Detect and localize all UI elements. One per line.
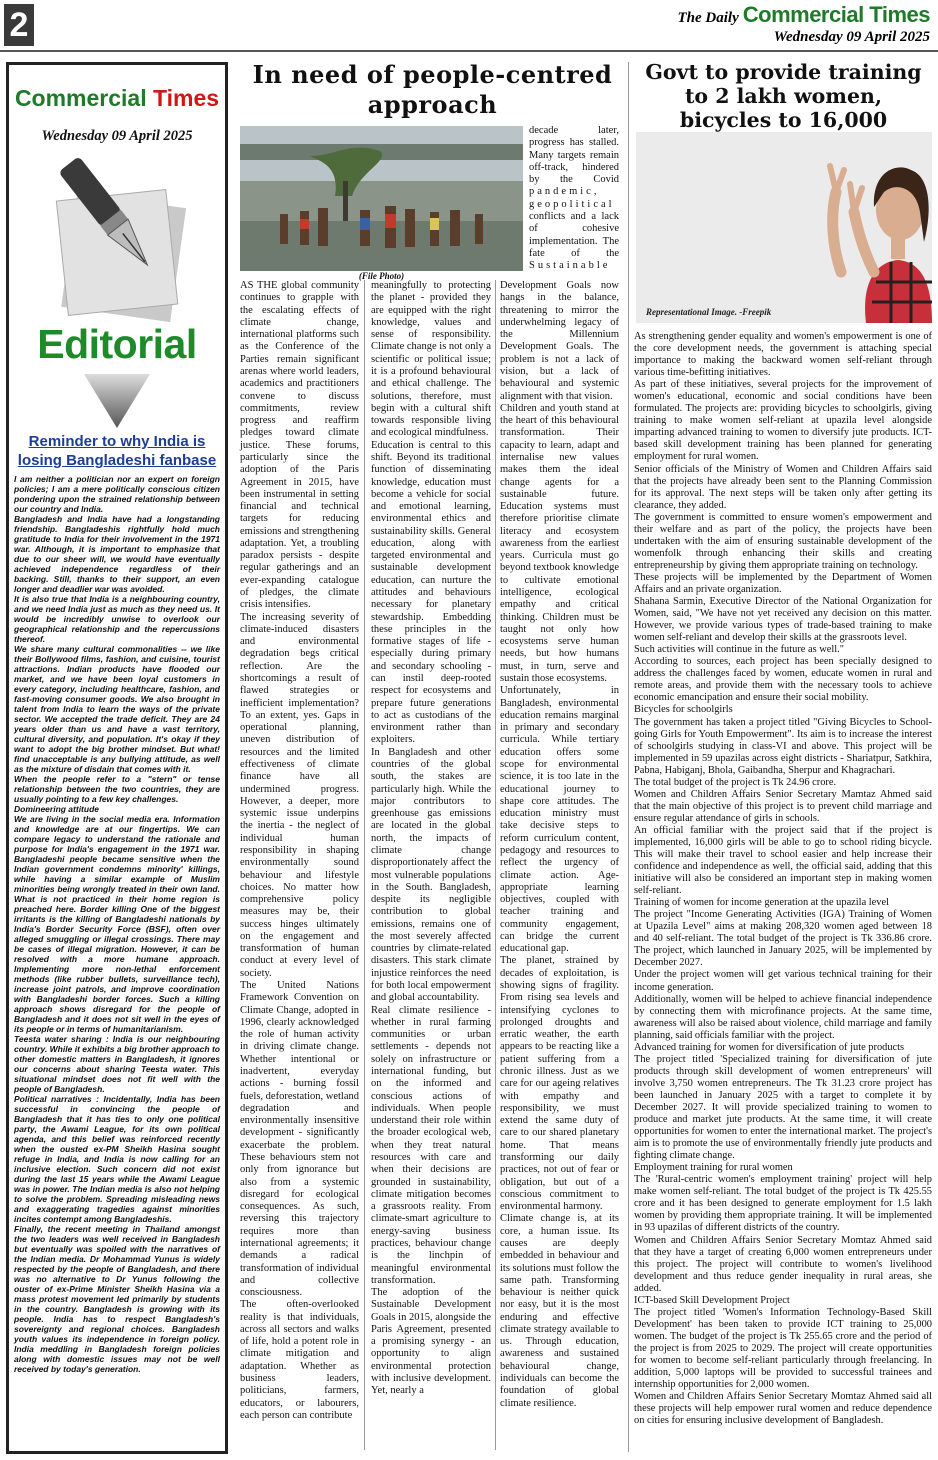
pen-icon: [14, 155, 220, 335]
article-paragraph: The project titled 'Women's Information Technology-Based Skill Development' has been taken to provide ICT training to 25,000 women. The budget of the project is Tk 255.65 crore and the period of the project is from 2025 to 2029. The project will create opportunities for women to become self-reliant particularly through freelancing. In addition, 5,000 laptops will be provided to successful trainees and internship opportunities for 2,000 women.: [634, 1306, 932, 1391]
right-photo-caption: Representational Image. -Freepik: [646, 307, 772, 317]
section-title: Editorial: [37, 321, 197, 367]
editorial-paragraph: Bangladesh and India have had a longstanding friendship. Bangladeshis rightfully hold much gratitude to India for their involvement in the 1971 war. Although, it is important to emphasize that due to our sheer will, we would have eventually achieved independence regardless of their backing. Still, thanks to their support, an even longer and deadlier war was avoided.: [14, 514, 220, 594]
article-paragraph: As part of these initiatives, several projects for the improvement of women's educational, economic and social conditions have been formulated. The projects are: providing bicycles to schoolgirls, giving training to make women self-reliant at upazila level alongside imparting advanced training to women to diversify jute products. ICT-based skill development training has been planned for generating employment for rural women.: [634, 379, 932, 463]
article-paragraph: Under the project women will get various technical training for their income generation.: [634, 969, 932, 993]
article-paragraph: Children and youth stand at the heart of this behavioural transformation. Their capacity to learn, adapt and internalise new values makes them the ideal change agents for a sustainable future. Education systems must therefore prioritise climate literacy and ecosystem awareness from the earliest years. Curricula must go beyond textbook knowledge to cultivate emotional intelligence, ecological empathy and critical thinking. Children must be taught not only how ecosystems serve human needs, but how humans must, in turn, serve and sustain those ecosystems.: [500, 402, 619, 684]
editorial-paragraph: Finally, the recent meeting in Thailand amongst the two leaders was well received in Bangladesh but eventually was spoiled with the narratives of the Indian media. Dr Mohammad Yunus is widely respected by the people of Bangladesh, and there was no alternative to Dr Yunus following the ouster of ex-Prime Minister Sheikh Hasina via a mass protest movement led primarily by students in the country. Bangladesh is growing with its people. India has to respect Bangladesh's sovereignty and regional choices. Bangladesh youth values its independence in foreign policy. India meddling in Bangladesh foreign policies along with domestic issues may not be well received by today's generation.: [14, 1224, 220, 1374]
flood-photo: [240, 126, 523, 271]
editorial-sidebar: [6, 62, 228, 1454]
editorial-body: [14, 474, 220, 1374]
article-paragraph: An official familiar with the project said that if the project is implemented, 16,000 girls will be able to go to school riding bicycle. This will make their travel to school easier and help increase their confidence and independence as well, the official said, adding that this initiative will also be considered an important step in making women self-reliant.: [634, 824, 932, 897]
text-fragment: Sustainable: [529, 260, 611, 272]
article-subhead: Training of women for income generation at the upazila level: [634, 897, 889, 909]
article-paragraph: The project "Income Generating Activities (IGA) Training of Women at Upazila Level" aims at making 208,320 women aged between 18 and 40 self-reliant. The total budget of the project is Tk 336.86 crore. The project, which launched in January 2025, will be implemented by December 2027.: [634, 909, 932, 969]
article-paragraph: AS THE global community continues to grapple with the escalating effects of climate change, international platforms such as the Conference of the Parties remain significant arenas where world leaders, academics and practitioners convene to discuss commitments, review progress and reaffirm pledges toward climate justice. These forums, particularly since the adoption of the Paris Agreement in 2015, have been instrumental in setting financial and technical targets for reducing emissions and strengthening adaptation. Yet, a troubling paradox persists - despite regular gatherings and an ever-expanding catalogue of pledges, the climate crisis intensifies.: [240, 280, 359, 611]
article-paragraph: Unfortunately, in Bangladesh, environmental education remains marginal in primary and secondary curricula. While tertiary education offers some scope for environmental science, it is too late in the educational journey to shape core attitudes. The education ministry must take decisive steps to reform curriculum content, pedagogy and resources to reflect the urgency of climate action. Age-appropriate learning objectives, coupled with teacher training and community engagement, can bridge the current educational gap.: [500, 685, 619, 955]
article-paragraph: Climate change is, at its core, a human issue. Its causes are deeply embedded in behaviour and its solutions must follow the same path. Transforming behaviour is neither quick nor easy, but it is the most enduring and effective climate strategy available to us. Through education, awareness and sustained behavioural change, individuals can become the foundation of global climate resilience.: [500, 1213, 620, 1409]
middle-column-1: [240, 280, 359, 1422]
editorial-paragraph: Political narratives : Incidentally, India has been successful in convincing the people of Bangladesh that it has ties to only one political party, the Awami League, for its own political agenda, and this belief was reinforced recently when the ousted ex-PM Sheikh Hasina sought refuge in India, and India is now calling for an inclusive election. Such concern did not exist during the last 15 years while the Awami League was in power. The Indian media is also not helping to solve the problem. Spreading misleading news and exaggerating tragedies against minorities incites contempt among Bangladeshis.: [14, 1094, 220, 1224]
text-fragment: conflicts and a lack of cohesive implementation. The fate of the: [529, 211, 619, 259]
article-paragraph: Women and Children Affairs Senior Secretary Momtaz Ahmed said all these projects will help empower rural women and reduce dependence on cities for ensuring inclusive development of Bangladesh.: [634, 1391, 932, 1427]
sidebar-logo-part2: Times: [153, 85, 220, 111]
editorial-paragraph: Teesta water sharing : India is our neighbouring country. While it exhibits a big brother approach to other domestic matters in Bangladesh, it ignores our concerns about sharing Teesta water. This situational mindset does not fit well with the people of Bangladesh.: [14, 1034, 220, 1094]
middle-column-3: [500, 280, 619, 1410]
column-divider: [628, 62, 629, 1452]
article-paragraph: The planet, strained by decades of exploitation, is showing signs of fragility. From rising sea levels and intensifying cyclones to prolonged droughts and erratic weather, the earth appears to be reacting like a patient suffering from a chronic illness. Just as we care for our ageing relatives with empathy and responsibility, we must extend the same duty of care to our shared planetary home. That means transforming our daily practices, not out of fear or obligation, but out of a conscious commitment to environmental harmony.: [500, 955, 619, 1213]
down-arrow-icon: [82, 372, 152, 430]
article-paragraph: The total budget of the project is Tk 24.96 crore.: [634, 776, 837, 788]
article-paragraph: Women and Children Affairs Senior Secretary Momtaz Ahmed said that they have a target of creating 6,000 women entrepreneurs under this project. The project will contribute to women's livelihood development and thus reduce gender inequality in rural areas, she added.: [634, 1234, 932, 1294]
editorial-paragraph: We are living in the social media era. Information and knowledge are at our fingertips. We can compare legacy to understand the rationale and purpose for India's engagement in the 1971 war. Bangladeshi people became sensitive when the Indian government condemns minority' killings, while having a similar example of Muslim minorities being wrongly treated in their own land. What is not practiced in their home region is preached here. Border killing One of the biggest irritants is the killing of Bangladeshi nationals by India's Border Security Force (BSF), often over alleged smuggling or illegal crossings. There may be cases of illegal migration. However, it can be resolved with a more humane approach. Implementing more non-lethal enforcement methods (like rubber bullets, surveillance tech), increase joint patrols, and improve coordination with Bangladeshi border forces. Such a killing approach shows disregard for the people of Bangladesh and it does not sit well in the eyes of its people or in terms of humanitarianism.: [14, 814, 220, 1034]
article-paragraph: Senior officials of the Ministry of Women and Children Affairs said that the projects have already been sent to the Planning Commission for its approval. The next steps will be taken only after getting its clearance, they added.: [634, 463, 932, 511]
issue-date: Wednesday 09 April 2025: [773, 29, 930, 45]
editorial-paragraph: When the people refer to a "stern" or tense relationship between the two countries, they are usually pointing to a few key challenges.: [14, 774, 220, 804]
editorial-paragraph: We share many cultural commonalities -- we like their Bollywood films, fashion, and cuisine, tourist attractions. Indian products have flooded our market, and we have been loyal customers in every category, including healthcare, fashion, and fast-moving consumer goods. We also brought in talent from India to learn the ways of the private sector. We accepted the trade deficit. They are 24 years older than us and have a vast territory, cultural diversity, and population. It's okay if they want to adopt the big brother mindset. But what! find unacceptable is any bullying attitude, as well as the mixture of disdain that comes with it.: [14, 644, 220, 774]
sidebar-logo-part1: Commercial: [14, 85, 147, 111]
page-number: 2: [4, 4, 34, 46]
article-paragraph: The United Nations Framework Convention on Climate Change, adopted in 1996, clearly acknowledged the role of human activity in driving climate change. Whether intentional or inadvertent, everyday actions - burning fossil fuels, deforestation, wetland degradation and environmentally insensitive development - significantly exacerbate the problem. These behaviours stem not only from ignorance but also from a systemic disregard for ecological consequences. As such, reversing this trajectory requires more than international agreements; it demands a radical transformation of individual and collective consciousness.: [240, 980, 359, 1299]
middle-column-2: [371, 280, 491, 1398]
article-paragraph: The government has taken a project titled "Giving Bicycles to School-going Girls for Youth Empowerment". Its aim is to increase the interest of schoolgirls studying in class-VI and above. This project will be implemented in 59 upazilas across eight districts - Shariatpur, Satkhira, Pabna, Habiganj, Bhola, Gaibandha, Sherpur and Khagrachari.: [634, 716, 932, 776]
sidebar-date: Wednesday 09 April 2025: [41, 128, 193, 144]
article-subhead: Bicycles for schoolgirls: [634, 704, 733, 716]
woman-photo: [636, 132, 932, 323]
article-paragraph: In Bangladesh and other countries of the global south, the stakes are particularly high. While the major contributors to greenhouse gas emissions are located in the global north, the impacts of climate change disproportionately affect the most vulnerable populations in the South. Bangladesh, despite its negligible contribution to global emissions, remains one of the most severely affected countries by climate-related disasters. This stark climate injustice reinforces the need for both local empowerment and global accountability.: [371, 746, 491, 1004]
article-subhead: ICT-based Skill Development Project: [634, 1294, 790, 1306]
sidebar-logo: [14, 85, 220, 112]
article-subhead: Employment training for rural women: [634, 1162, 793, 1174]
article-paragraph: The often-overlooked reality is that individuals, across all sectors and walks of life, hold a potent role in climate mitigation and adaptation. Whether as business leaders, politicians, farmers, educators, or labourers, each person can contribute: [240, 1299, 359, 1421]
article-paragraph: The increasing severity of climate-induced disasters and environmental degradation begs critical reflection. Are the shortcomings a result of flawed strategies or inefficient implementation? To an extent, yes. Gaps in operational planning, uneven distribution of resources and the limited effectiveness of climate finance have all undermined progress. However, a deeper, more systemic issue underpins the inertia - the neglect of individual human responsibility in shaping environmentally sound behaviour and lifestyle choices. No matter how comprehensive policy measures may be, their success hinges ultimately on the engagement and transformation of human conduct at every level of society.: [240, 611, 359, 979]
article-paragraph: Women and Children Affairs Senior Secretary Mamtaz Ahmed said that the main objective of this project is to prevent child marriage and ensure regular attendance of girls in schools.: [634, 788, 932, 824]
masthead-daily: The Daily: [677, 10, 739, 26]
column-divider: [495, 280, 496, 1450]
masthead-name: Commercial Times: [742, 2, 930, 27]
article-paragraph: Additionally, women will be helped to achieve financial independence by connecting them with microfinance projects. At the same time, awareness will also be raised about violence, child marriage and family planning, said officials familiar with the project.: [634, 993, 932, 1041]
editorial-paragraph: I am neither a politician nor an expert on foreign policies; I am a mere politically conscious citizen pondering upon the strained relationship between our country and India.: [14, 474, 220, 514]
editorial-paragraph: It is also true that India is a neighbouring country, and we need India just as much as they need us. It would be incredibly unwise to overlook our geographical relationship and the repercussions thereof.: [14, 594, 220, 644]
article-paragraph: As strengthening gender equality and women's empowerment is one of the core development needs, the government is attaching special importance to making the backward women self-reliant through various time-befitting initiatives.: [634, 331, 932, 379]
article-paragraph: meaningfully to protecting the planet - provided they are equipped with the right knowledge, values and sense of responsibility. Climate change is not only a scientific or political issue; it is a profound behavioural and ethical challenge. The solutions, therefore, must begin with a cultural shift towards responsible living and ecological mindfulness.: [371, 280, 491, 439]
article-paragraph: The 'Rural-centric women's employment training' project will help make women self-reliant. The total budget of the project is Tk 425.55 crore and it has been designed to generate employment for 1.5 lakh women by providing them appropriate training. It will be implemented in 93 upazilas of different districts of the country.: [634, 1174, 932, 1234]
article-paragraph: These projects will be implemented by the Department of Women Affairs and an private organization.: [634, 571, 932, 595]
article-paragraph: Education is central to this shift. Beyond its traditional function of disseminating knowledge, education must become a vehicle for social and emotional learning, environmental ethics and sustainability skills. General education, along with targeted environmental and sustainable development education, can nurture the attitudes and behaviours necessary for planetary stewardship. Embedding these principles in the formative stages of life - especially during primary and secondary schooling - can instil deep-rooted respect for ecosystems and prepare future generations to act as custodians of the environment rather than exploiters.: [371, 439, 491, 746]
editorial-headline-line2: losing Bangladeshi fanbase: [17, 452, 217, 469]
column-divider: [364, 280, 365, 1450]
article-paragraph: According to sources, each project has been specially designed to address the challenges faced by women, educate women in rural and remote areas, and provide them with the necessary tools to achieve economic emancipation and ensure their social mobility.: [634, 656, 932, 704]
article-paragraph: The government is committed to ensure women's empowerment and their welfare and as part of the policy, the projects have been undertaken with the aim of ensuring sustainable development of the womenfolk through enhancing their skills and creating entrepreneurship by giving them appropriate training on technology.: [634, 511, 932, 571]
text-fragment: decade later, progress has stalled. Many targets remain off-track, hindered by the Covid: [529, 125, 619, 186]
article-paragraph: The adoption of the Sustainable Development Goals in 2015, alongside the Paris Agreement, presented a promising synergy - an opportunity to align environmental protection with inclusive development. Yet, nearly a: [371, 1287, 491, 1397]
right-article-body: [634, 331, 932, 1427]
text-fragment: pandemic, geopolitical: [529, 186, 615, 210]
right-article-title: Govt to provide training to 2 lakh women, bicycles to 16,000: [645, 60, 922, 132]
article-subhead: Advanced training for women for diversification of jute products: [634, 1041, 905, 1053]
editorial-headline-line1: Reminder to why India is: [28, 433, 206, 450]
article-paragraph: Real climate resilience - whether in rural farming communities or urban settlements - depends not solely on infrastructure or international funding, but on the informed and conscious actions of individuals. When people understand their role within the broader ecological web, when they treat natural resources with care and when their decisions are grounded in sustainability, climate mitigation becomes a grassroots reality. From climate-smart agriculture to energy-saving business practices, behaviour change is the linchpin of meaningful environmental transformation.: [371, 1004, 491, 1286]
editorial-subhead: Domineering attitude: [14, 804, 100, 814]
middle-article-title: In need of people-centred approach: [252, 60, 613, 119]
header-rule: [0, 50, 938, 52]
article-paragraph: Development Goals now hangs in the balance, threatening to mirror the underwhelming legacy of the Millennium Development Goals. The problem is not a lack of vision, but a lack of behavioural and systemic alignment with that vision.: [500, 280, 619, 402]
masthead: [678, 2, 931, 46]
editorial-headline: [14, 432, 220, 470]
article-paragraph: The project titled 'Specialized training for diversification of jute products through skill development of women entrepreneurs' will involve 3,750 women entrepreneurs. The Tk 31.23 crore project has been launched in January 2025 with a target to complete it by December 2027. It will provide specialized training to women to produce and market jute products. At the same time, it will create opportunities for women to enter the international market. The project's aim is to promote the use of environmentally friendly jute products and fighting climate change.: [634, 1053, 932, 1162]
middle-column-3-top: [529, 125, 619, 273]
article-paragraph: Shahana Sarmin, Executive Director of the National Organization for Women, said, "We have not yet received any decision on this matter. However, we provide various types of trade-based training to make women self-reliant and develop their skills at the grassroots level.: [634, 596, 932, 644]
photo-caption: (File Photo): [358, 271, 405, 281]
article-paragraph: Such activities will continue in the future as well.": [634, 644, 844, 656]
masthead-title: [678, 2, 931, 28]
